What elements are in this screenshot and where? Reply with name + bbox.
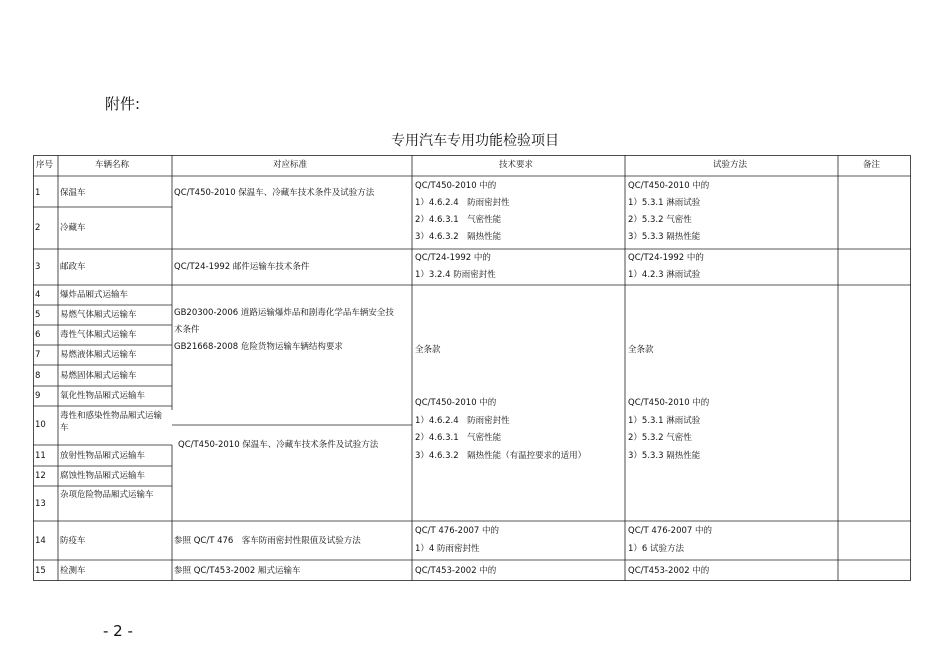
row-3-name: 邮政车 — [60, 262, 86, 272]
header-seq: 序号 — [36, 160, 54, 170]
row-2-seq: 2 — [35, 223, 41, 233]
group-3-method-line: QC/T450-2010 中的 — [628, 398, 710, 408]
row-2-name: 冷藏车 — [60, 223, 86, 233]
header-tech: 技术要求 — [499, 160, 534, 170]
row-10-name: 毒性和感染性物品厢式运输车 — [60, 411, 163, 433]
row-1-seq: 1 — [35, 188, 41, 198]
row-8-name: 易燃固体厢式运输车 — [60, 371, 137, 381]
row-11-seq: 11 — [35, 451, 46, 461]
row-13-name: 杂项危险物品厢式运输车 — [60, 490, 154, 500]
header-vehicle: 车辆名称 — [95, 160, 130, 170]
group-2-tech-line: QC/T24-1992 中的 — [415, 253, 491, 263]
group-3-tech-all: 全条款 — [415, 345, 441, 355]
group-4-method-line: QC/T 476-2007 中的 — [628, 526, 713, 536]
row-4-name: 爆炸品厢式运输车 — [60, 290, 129, 300]
row-1-name: 保温车 — [60, 188, 86, 198]
group-1-tech-line: 1）4.6.2.4 防雨密封性 — [415, 198, 510, 208]
group-3-method-all: 全条款 — [628, 345, 654, 355]
group-1-method-line: 3）5.3.3 隔热性能 — [628, 232, 701, 242]
group-2-standard: QC/T24-1992 邮件运输车技术条件 — [174, 262, 310, 272]
group-4-method-line: 1）6 试验方法 — [628, 544, 685, 554]
inspection-table — [33, 155, 911, 581]
group-1-tech-line: 3）4.6.3.2 隔热性能 — [415, 232, 502, 242]
row-12-name: 腐蚀性物品厢式运输车 — [60, 471, 146, 481]
row-8-seq: 8 — [35, 371, 41, 381]
header-standard: 对应标准 — [273, 160, 308, 170]
group-3-method-line: 1）5.3.1 淋雨试验 — [628, 416, 701, 426]
row-15-seq: 15 — [35, 566, 46, 576]
attachment-label: 附件: — [105, 95, 141, 113]
group-2-method-line: QC/T24-1992 中的 — [628, 253, 704, 263]
row-9-name: 氧化性物品厢式运输车 — [60, 391, 146, 401]
group-3-tech-line: 2）4.6.3.1 气密性能 — [415, 433, 502, 443]
row-7-seq: 7 — [35, 350, 41, 360]
group-1-method-line: 1）5.3.1 淋雨试验 — [628, 198, 701, 208]
group-3-tech-line: QC/T450-2010 中的 — [415, 398, 497, 408]
row-5-seq: 5 — [35, 310, 41, 320]
group-3-tech-line: 3）4.6.3.2 隔热性能（有温控要求的适用） — [415, 451, 587, 461]
row-5-name: 易燃气体厢式运输车 — [60, 310, 137, 320]
group-4-tech-line: 1）4 防雨密封性 — [415, 544, 480, 554]
group-2-method-line: 1）4.2.3 淋雨试验 — [628, 270, 701, 280]
page-number: - 2 - — [103, 622, 133, 640]
row-7-name: 易燃液体厢式运输车 — [60, 350, 137, 360]
group-1-method-line: 2）5.3.2 气密性 — [628, 215, 692, 225]
group-5-tech-line: QC/T453-2002 中的 — [415, 566, 497, 576]
group-2-tech-line: 1）3.2.4 防雨密封性 — [415, 270, 496, 280]
group-3-method-line: 2）5.3.2 气密性 — [628, 433, 692, 443]
row-11-name: 放射性物品厢式运输车 — [60, 451, 146, 461]
row-9-seq: 9 — [35, 391, 41, 401]
header-method: 试验方法 — [713, 160, 748, 170]
row-14-name: 防疫车 — [60, 536, 86, 546]
group-4-standard: 参照 QC/T 476 客车防雨密封性限值及试验方法 — [174, 536, 361, 546]
page-title: 专用汽车专用功能检验项目 — [391, 133, 559, 149]
row-10-seq: 10 — [35, 420, 46, 430]
row-14-seq: 14 — [35, 536, 46, 546]
row-6-seq: 6 — [35, 330, 41, 340]
row-6-name: 毒性气体厢式运输车 — [60, 330, 137, 340]
header-note: 备注 — [863, 160, 881, 170]
group-3-standard-b: GB21668-2008 危险货物运输车辆结构要求 — [174, 342, 343, 352]
row-12-seq: 12 — [35, 471, 46, 481]
row-3-seq: 3 — [35, 262, 41, 272]
group-3-standard-a: GB20300-2006 道路运输爆炸品和剧毒化学品车辆安全技术条件 — [174, 308, 394, 335]
group-1-standard: QC/T450-2010 保温车、冷藏车技术条件及试验方法 — [174, 188, 375, 198]
row-15-name: 检测车 — [60, 566, 86, 576]
group-5-method-line: QC/T453-2002 中的 — [628, 566, 710, 576]
group-1-tech-line: 2）4.6.3.1 气密性能 — [415, 215, 502, 225]
group-5-standard: 参照 QC/T453-2002 厢式运输车 — [174, 566, 301, 576]
row-4-seq: 4 — [35, 290, 41, 300]
group-1-tech-line: QC/T450-2010 中的 — [415, 181, 497, 191]
group-4-tech-line: QC/T 476-2007 中的 — [415, 526, 500, 536]
row-13-seq: 13 — [35, 499, 46, 509]
group-1-method-line: QC/T450-2010 中的 — [628, 181, 710, 191]
group-3-tech-line: 1）4.6.2.4 防雨密封性 — [415, 416, 510, 426]
group-3-method-line: 3）5.3.3 隔热性能 — [628, 451, 701, 461]
group-3-standard-c: QC/T450-2010 保温车、冷藏车技术条件及试验方法 — [178, 440, 379, 450]
